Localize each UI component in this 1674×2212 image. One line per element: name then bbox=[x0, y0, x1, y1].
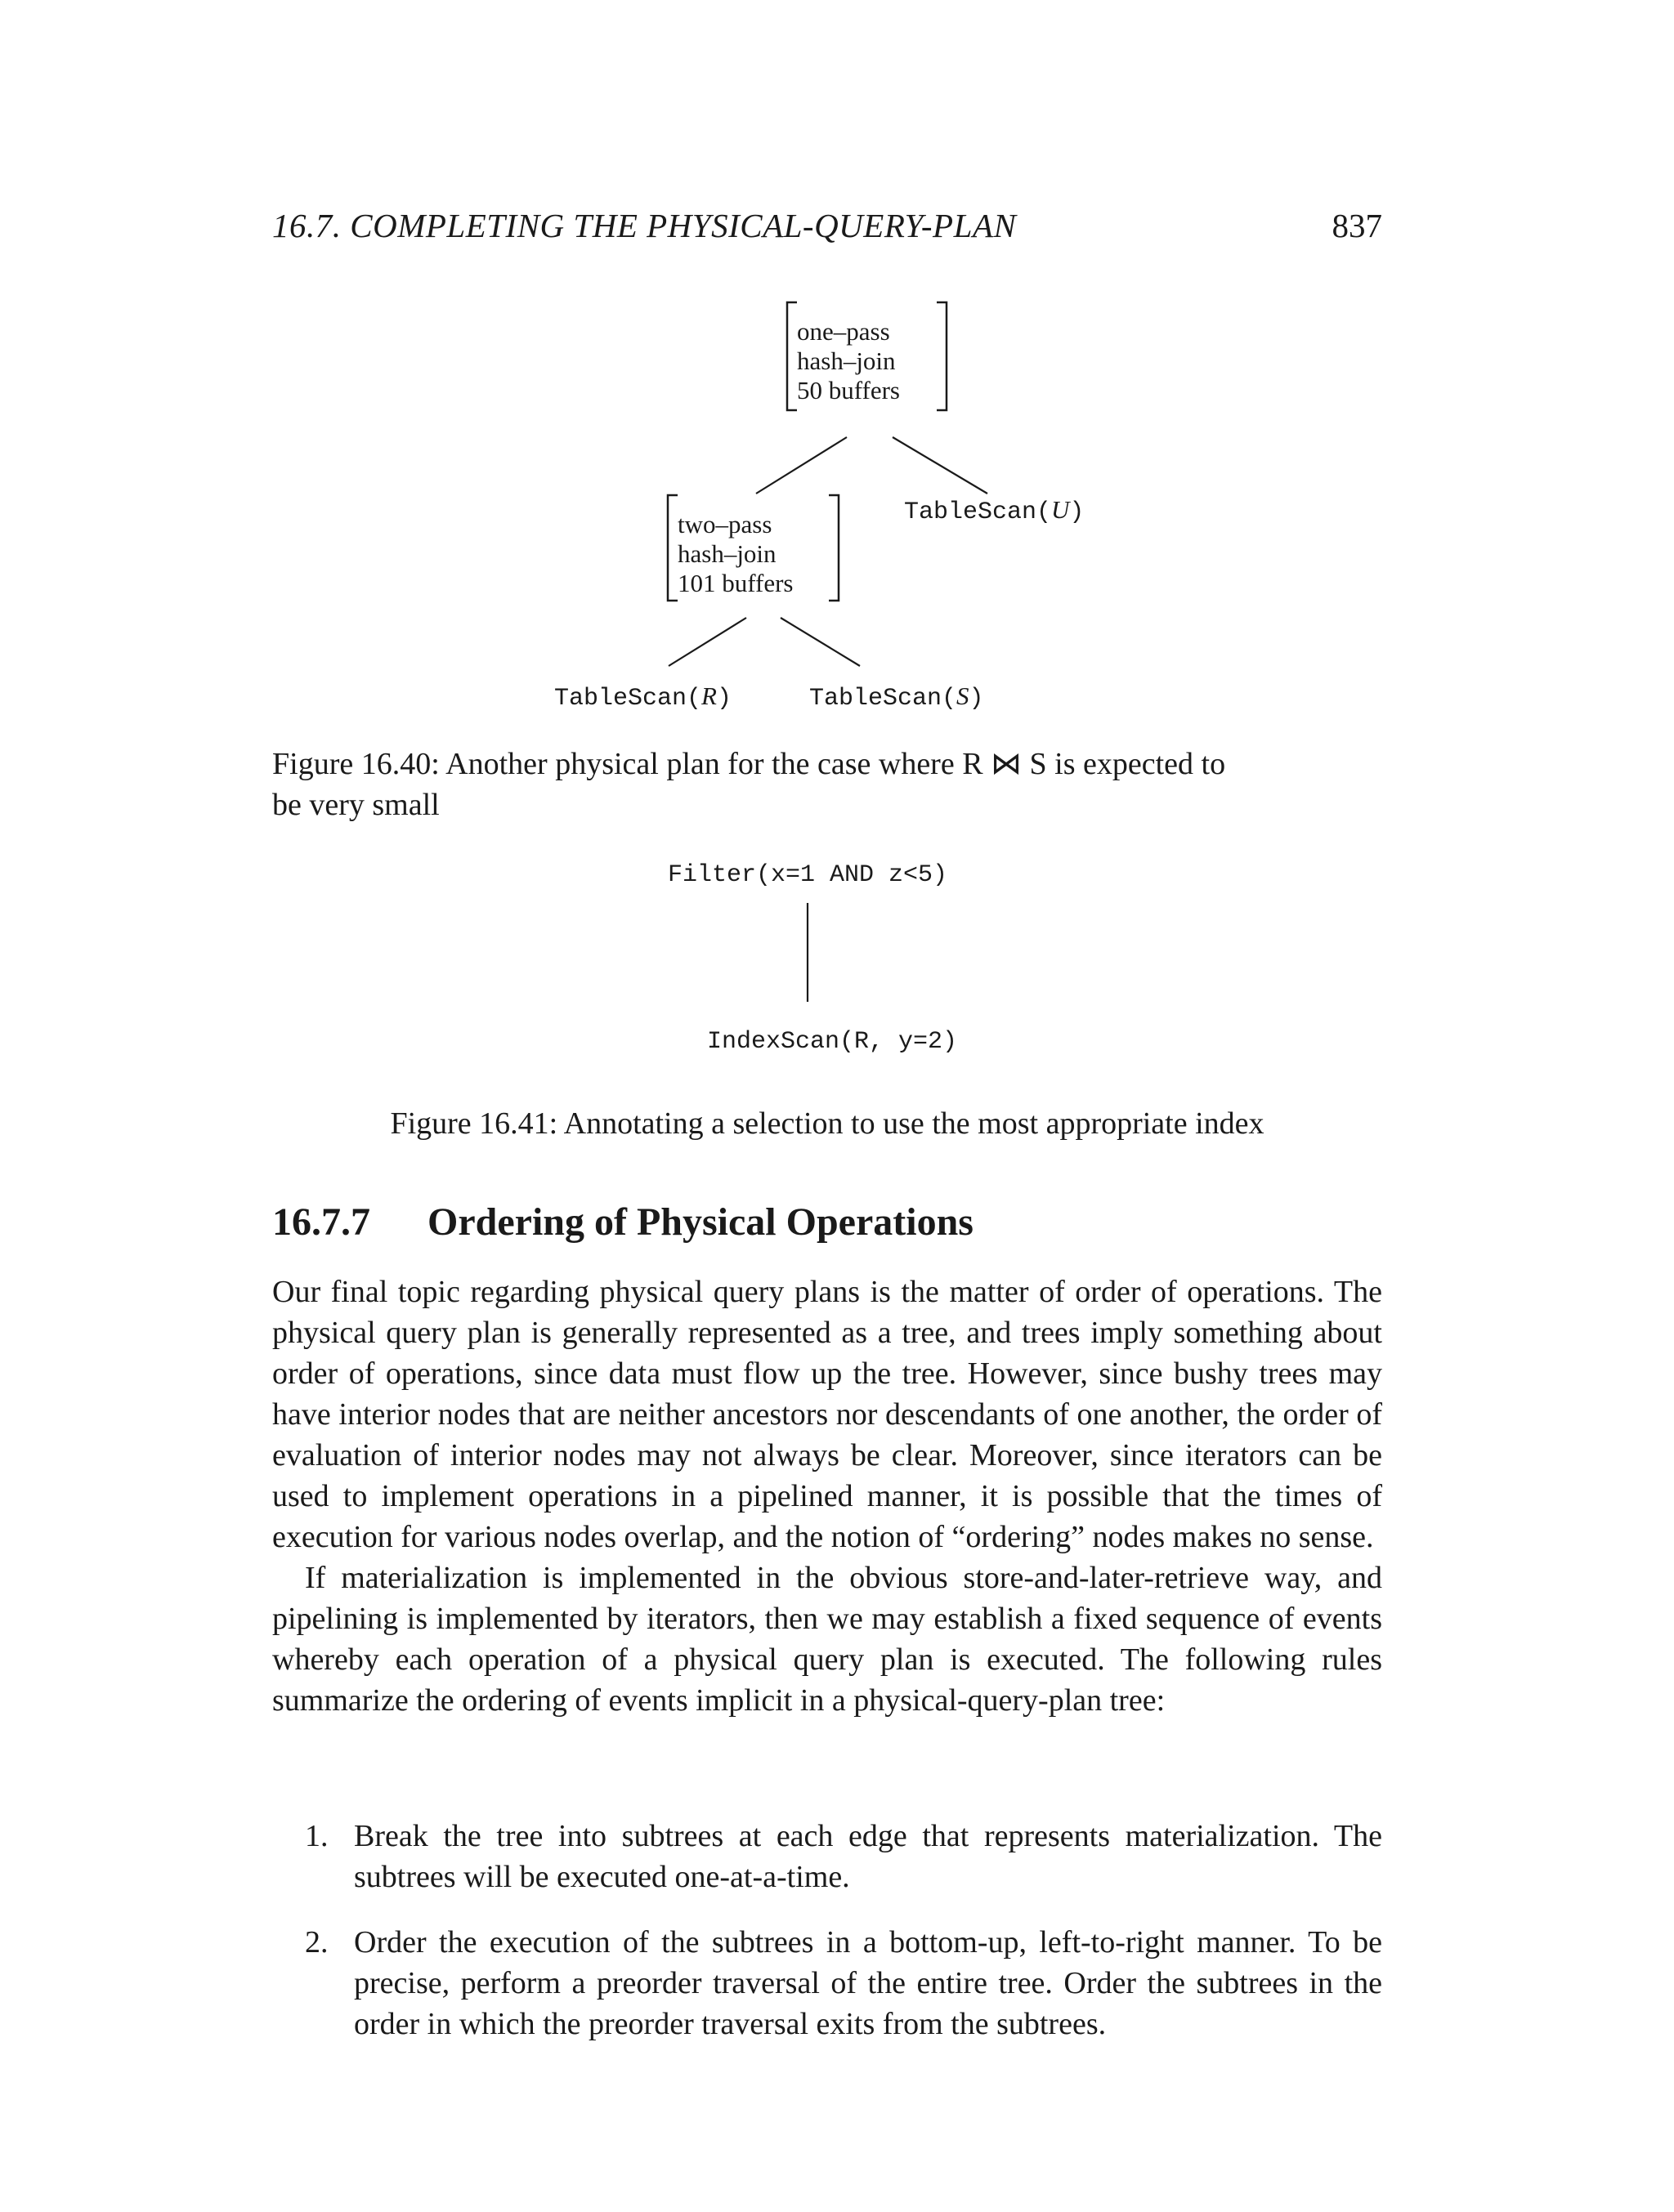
left-join-node bbox=[668, 495, 839, 601]
root-node-line1: one–pass bbox=[797, 317, 890, 346]
list-item-text: Order the execution of the subtrees in a bottom-up, left-to-right manner. To be precise, perform a preorder traversal of the entire tree. Order the subtrees in the order in which the preorder traversal exits from the subtrees. bbox=[354, 1925, 1382, 2041]
left-node-line3: 101 buffers bbox=[678, 569, 794, 597]
root-node-line2: hash–join bbox=[797, 346, 896, 375]
filter-node: Filter(x=1 AND z<5) bbox=[667, 861, 948, 889]
edge-root-right bbox=[893, 437, 987, 494]
section-heading bbox=[272, 1200, 974, 1245]
left-node-left-bracket bbox=[668, 495, 678, 601]
list-item-marker: 1. bbox=[305, 1819, 329, 1853]
root-node bbox=[787, 302, 947, 410]
edge-left-s bbox=[781, 618, 860, 666]
left-node-line1: two–pass bbox=[678, 510, 772, 538]
list-item-marker: 2. bbox=[305, 1925, 329, 1960]
root-left-bracket bbox=[787, 302, 797, 410]
indexscan-node: IndexScan(R, y=2) bbox=[706, 1028, 958, 1056]
tablescan-r-leaf: TableScan(R) bbox=[554, 681, 732, 713]
figure-16-41-caption: Figure 16.41: Annotating a selection to use the most appropriate index bbox=[390, 1106, 1264, 1141]
section-title: Ordering of Physical Operations bbox=[427, 1200, 974, 1244]
root-right-bracket bbox=[937, 302, 947, 410]
list-item bbox=[272, 1922, 1382, 2044]
left-node-line2: hash–join bbox=[678, 539, 777, 568]
tablescan-u-leaf: TableScan(U) bbox=[904, 495, 1085, 526]
paragraph-1: Our final topic regarding physical query plans is the matter of order of operations. The physical query plan is generally represented as a tree, and trees imply something about order of operations, since data must flow up the tree. However, since bushy trees may have interior nodes that are neither ancestors nor descendants of one another, the order of evaluation of interior nodes may not always be clear. Moreover, since iterators can be used to implement operations in a pipelined manner, it is possible that the times of execution for various nodes overlap, and the notion of “ordering” nodes makes no sense. bbox=[272, 1275, 1382, 1554]
section-number: 16.7.7 bbox=[272, 1200, 370, 1244]
figure-16-40-caption-line1: Figure 16.40: Another physical plan for the case where R ⋈ S is expected to bbox=[272, 747, 1226, 781]
paragraph-2: If materialization is implemented in the obvious store-and-later-retrieve way, and pipelining is implemented by iterators, then we may establish a fixed sequence of events whereby each operation of a physical query plan is executed. The following rules summarize the ordering of events implicit in a physical-query-plan tree: bbox=[272, 1561, 1382, 1718]
edge-left-r bbox=[669, 618, 746, 666]
root-node-line3: 50 buffers bbox=[797, 376, 900, 404]
figure-16-40-caption bbox=[272, 744, 1382, 825]
page-number: 837 bbox=[1332, 207, 1382, 244]
left-node-right-bracket bbox=[829, 495, 839, 601]
tablescan-s-leaf: TableScan(S) bbox=[809, 681, 984, 713]
figure-16-40-caption-line2: be very small bbox=[272, 788, 440, 822]
edge-root-left bbox=[756, 437, 847, 494]
figure-16-40-diagram bbox=[0, 0, 1674, 735]
list-item-text: Break the tree into subtrees at each edge that represents materialization. The subtrees will be executed one-at-a-time. bbox=[354, 1819, 1382, 1894]
body-text bbox=[272, 1271, 1382, 1721]
rules-list bbox=[272, 1816, 1382, 2044]
list-item bbox=[272, 1816, 1382, 1897]
figure-16-41-diagram bbox=[0, 842, 1674, 1079]
running-title: 16.7. COMPLETING THE PHYSICAL-QUERY-PLAN bbox=[272, 207, 1017, 244]
